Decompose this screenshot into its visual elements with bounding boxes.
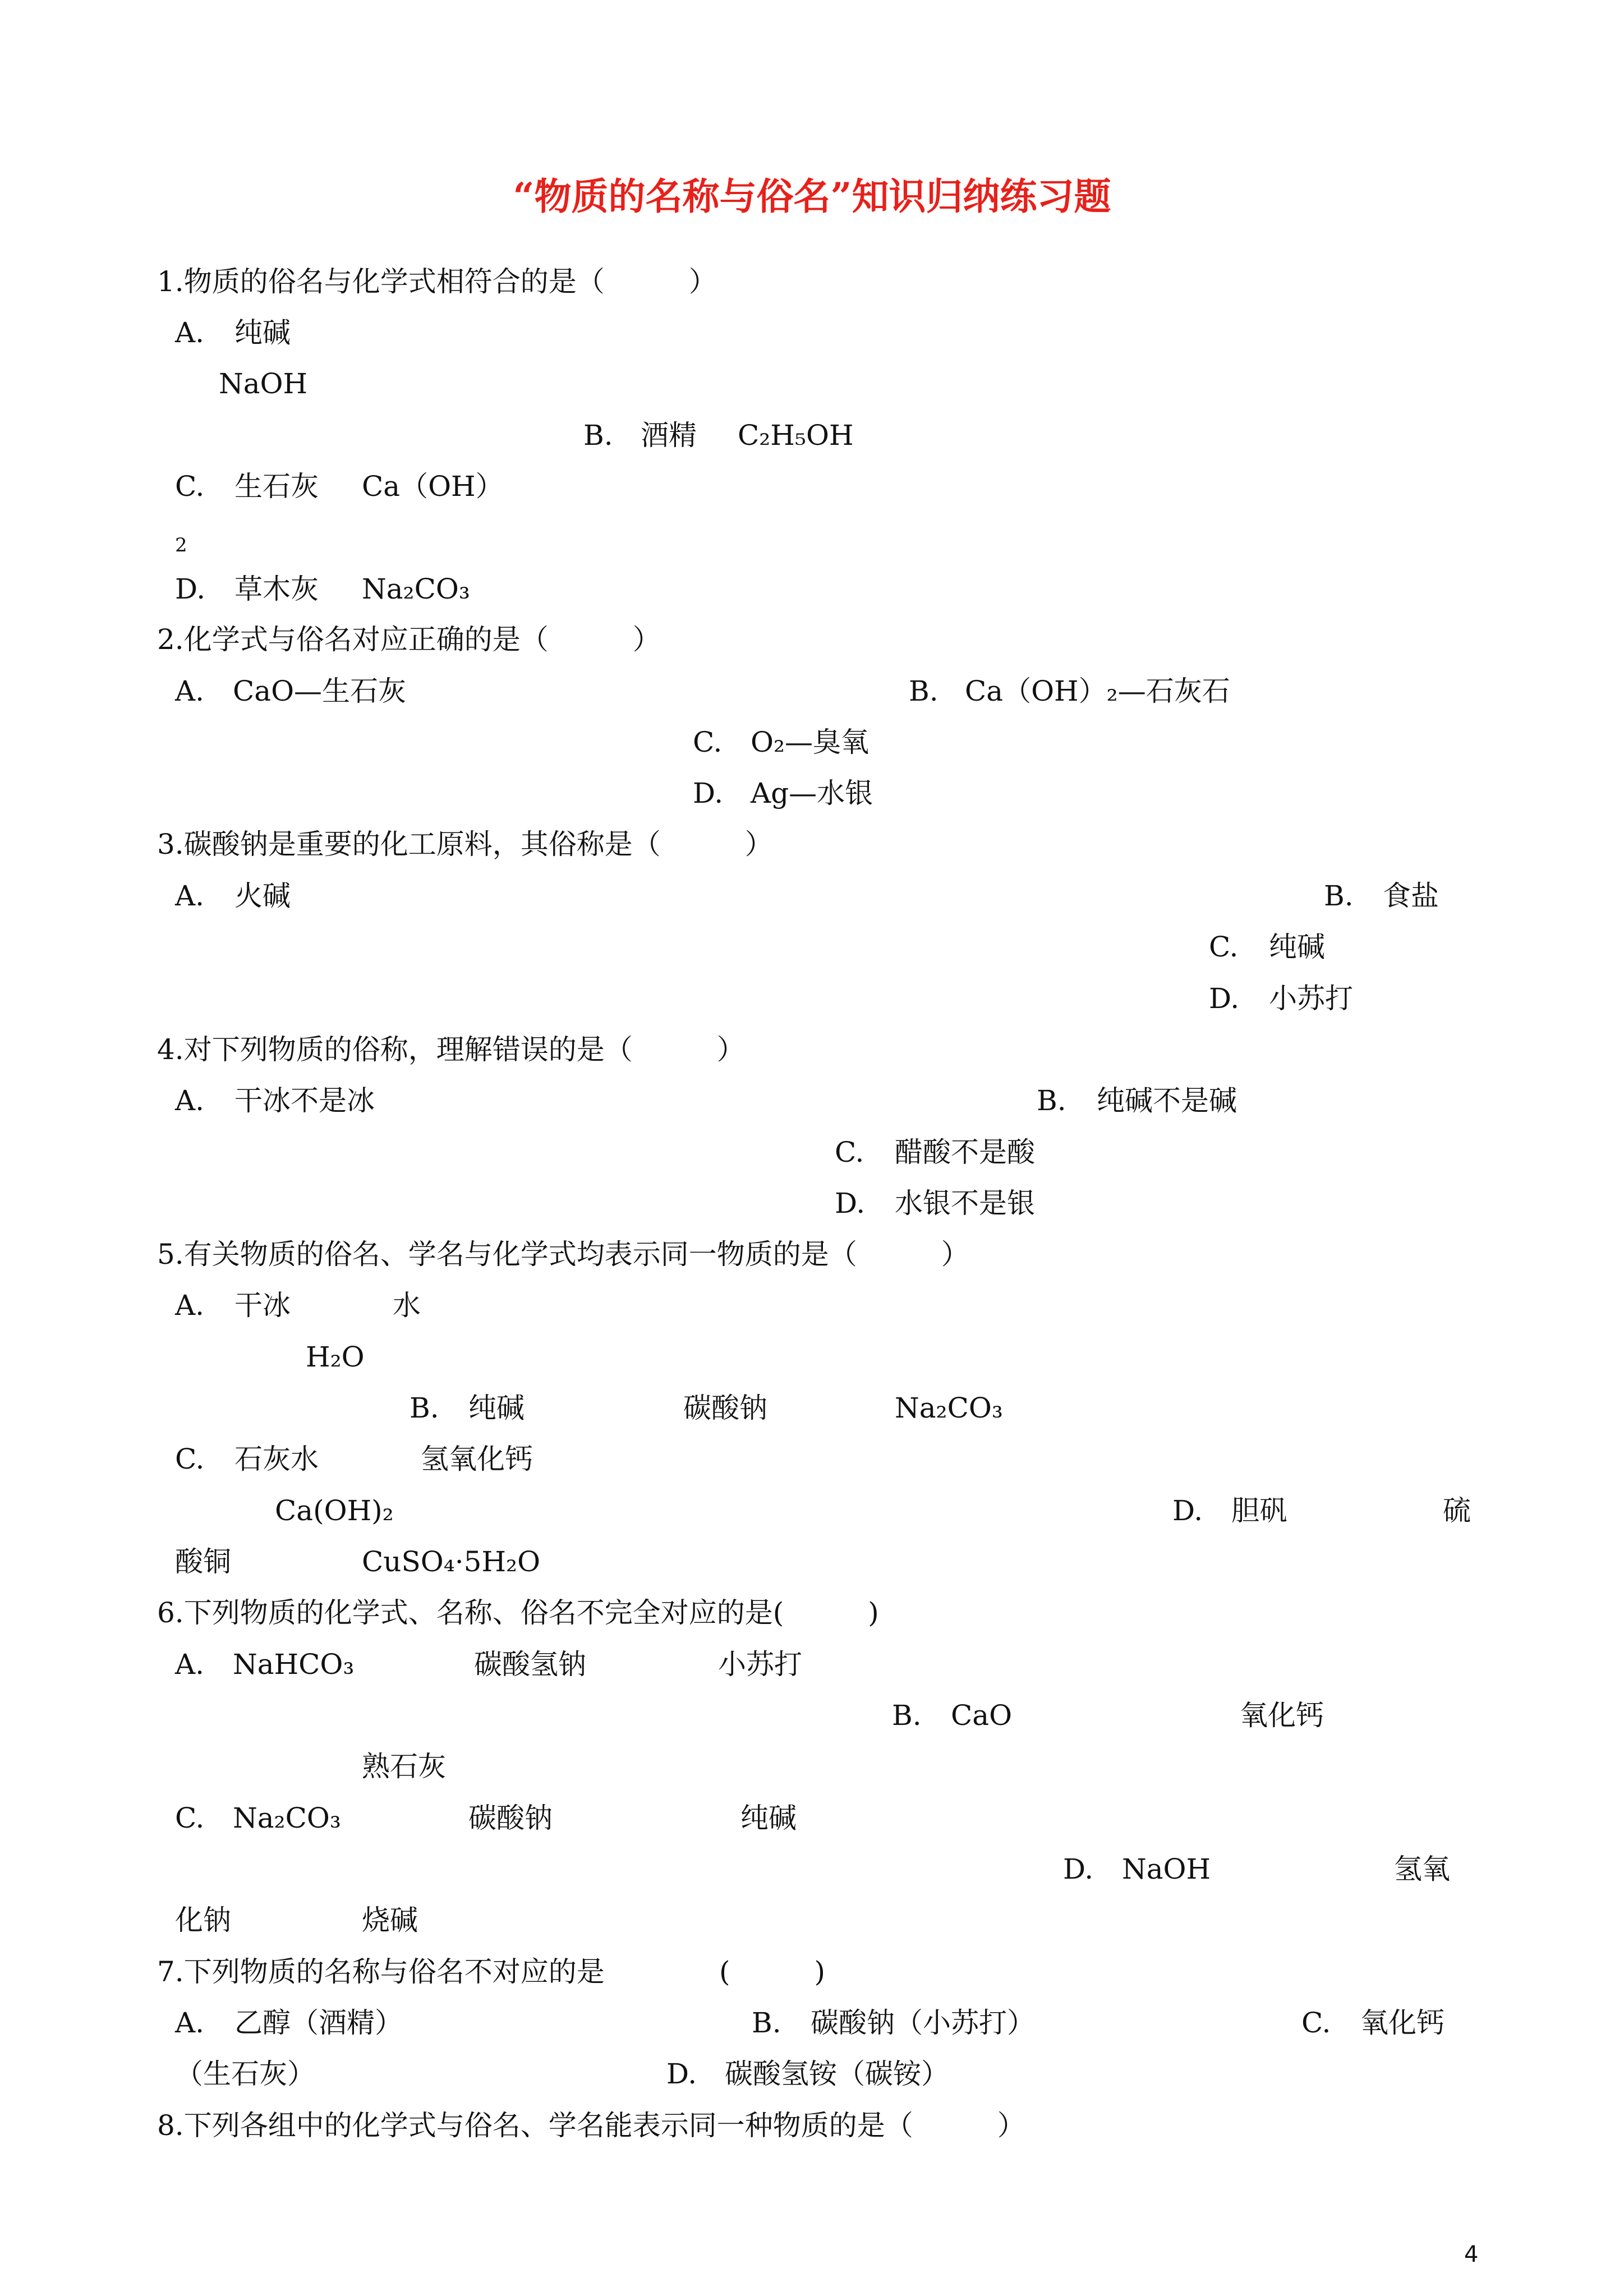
q6-option-a-text: NaHCO₃ (233, 1648, 355, 1681)
q5-option-d-name-cont: 酸铜 (175, 1545, 231, 1578)
q3-option-a-letter: A. (175, 880, 205, 912)
q1-option-b-text: 酒精 (641, 419, 697, 452)
q6-option-b-name: 氧化钙 (1240, 1699, 1324, 1732)
q1-option-a-text: 纯碱 (234, 316, 291, 349)
question-8-stem: 8.下列各组中的化学式与俗名、学名能表示同一种物质的是（ ） (157, 2109, 1025, 2142)
q7-option-b-text: 碳酸钠（小苏打） (811, 2007, 1035, 2039)
q7-option-d-text: 碳酸氢铵（碳铵） (725, 2058, 949, 2090)
q6-option-c-alias: 纯碱 (740, 1802, 797, 1834)
page-number: 4 (1464, 2242, 1479, 2267)
q3-option-d-letter: D. (1209, 982, 1240, 1015)
q5-option-b-formula: Na₂CO₃ (895, 1392, 1003, 1424)
q6-option-a-alias: 小苏打 (718, 1648, 802, 1681)
q4-option-b-text: 纯碱不是碱 (1097, 1084, 1237, 1117)
q1-option-c-text: 生石灰 (234, 470, 319, 503)
q2-option-d-text: Ag—水银 (751, 777, 873, 809)
q5-option-d-text: 胆矾 (1231, 1494, 1287, 1527)
q7-option-c-text-cont: （生石灰） (175, 2058, 315, 2090)
q5-option-c-text: 石灰水 (234, 1443, 319, 1475)
q2-option-c-text: O₂—臭氧 (751, 726, 869, 758)
q5-option-a-text: 干冰 (234, 1289, 291, 1322)
q2-option-c-letter: C. (693, 726, 723, 758)
q3-option-d-text: 小苏打 (1269, 982, 1353, 1015)
q1-option-c-subscript: 2 (175, 534, 187, 556)
q6-option-d-alias: 烧碱 (362, 1904, 418, 1936)
question-3-stem: 3.碳酸钠是重要的化工原料，其俗称是（ ） (157, 828, 773, 861)
page-title: “物质的名称与俗名”知识归纳练习题 (513, 174, 1111, 218)
q5-option-d-formula: CuSO₄·5H₂O (362, 1545, 541, 1578)
q2-option-b-letter: B. (909, 675, 938, 707)
question-1-stem: 1.物质的俗名与化学式相符合的是（ ） (157, 265, 717, 298)
q6-option-d-text: NaOH (1122, 1853, 1211, 1885)
question-6-stem: 6.下列物质的化学式、名称、俗名不完全对应的是( ) (157, 1596, 879, 1629)
q4-option-a-text: 干冰不是冰 (234, 1084, 375, 1117)
q5-option-c-name: 氢氧化钙 (421, 1443, 533, 1475)
q1-option-c-letter: C. (175, 470, 205, 503)
q4-option-d-letter: D. (835, 1187, 866, 1220)
q5-option-a-letter: A. (175, 1289, 205, 1322)
q1-option-b-formula: C₂H₅OH (738, 419, 854, 452)
q5-option-a-formula: H₂O (306, 1341, 365, 1373)
question-5-stem: 5.有关物质的俗名、学名与化学式均表示同一物质的是（ ） (157, 1238, 969, 1271)
q2-option-a-text: CaO—生石灰 (233, 675, 407, 707)
q4-option-b-letter: B. (1037, 1084, 1066, 1117)
question-7-stem: 7.下列物质的名称与俗名不对应的是 (157, 1955, 605, 1988)
q3-option-a-text: 火碱 (234, 880, 291, 912)
q1-option-d-text: 草木灰 (234, 573, 319, 605)
q5-option-c-letter: C. (175, 1443, 205, 1475)
q6-option-a-letter: A. (175, 1648, 205, 1681)
q4-option-c-letter: C. (835, 1136, 864, 1168)
q6-option-c-letter: C. (175, 1802, 205, 1834)
q6-option-d-name-cont: 化钠 (175, 1904, 231, 1936)
q1-option-d-formula: Na₂CO₃ (362, 573, 470, 605)
q3-option-c-text: 纯碱 (1269, 931, 1325, 963)
q6-option-c-text: Na₂CO₃ (233, 1802, 341, 1834)
q3-option-c-letter: C. (1209, 931, 1239, 963)
q6-option-d-letter: D. (1063, 1853, 1094, 1885)
q6-option-c-name: 碳酸钠 (468, 1802, 553, 1834)
q1-option-a-letter: A. (175, 316, 205, 349)
q5-option-b-text: 纯碱 (468, 1392, 525, 1424)
q2-option-d-letter: D. (693, 777, 724, 809)
q2-option-b-text: Ca（OH）₂—石灰石 (965, 675, 1230, 707)
q7-option-d-letter: D. (666, 2058, 697, 2090)
q5-option-b-letter: B. (410, 1392, 439, 1424)
q4-option-a-letter: A. (175, 1084, 205, 1117)
q4-option-c-text: 醋酸不是酸 (895, 1136, 1035, 1168)
q1-option-a-formula: NaOH (219, 367, 308, 400)
question-7-answer-blank: ( ) (719, 1955, 826, 1988)
question-2-stem: 2.化学式与俗名对应正确的是（ ） (157, 623, 661, 656)
q5-option-b-name: 碳酸钠 (683, 1392, 767, 1424)
q5-option-c-formula: Ca(OH)₂ (275, 1494, 394, 1527)
q2-option-a-letter: A. (175, 675, 205, 707)
q6-option-b-text: CaO (951, 1699, 1013, 1732)
q6-option-b-alias: 熟石灰 (362, 1750, 446, 1783)
q3-option-b-letter: B. (1324, 880, 1354, 912)
q1-option-d-letter: D. (175, 573, 206, 605)
q7-option-a-text: 乙醇（酒精） (234, 2007, 403, 2039)
q7-option-c-letter: C. (1301, 2007, 1331, 2039)
q7-option-b-letter: B. (752, 2007, 781, 2039)
q3-option-b-text: 食盐 (1383, 880, 1439, 912)
q5-option-d-name: 硫 (1443, 1494, 1471, 1527)
q6-option-b-letter: B. (892, 1699, 922, 1732)
q7-option-a-letter: A. (175, 2007, 205, 2039)
question-4-stem: 4.对下列物质的俗称，理解错误的是（ ） (157, 1033, 745, 1066)
q7-option-c-text: 氧化钙 (1360, 2007, 1444, 2039)
q6-option-a-name: 碳酸氢钠 (474, 1648, 586, 1681)
q4-option-d-text: 水银不是银 (895, 1187, 1035, 1220)
q5-option-a-name: 水 (393, 1289, 421, 1322)
q6-option-d-name: 氢氧 (1394, 1853, 1450, 1885)
q1-option-c-formula: Ca（OH） (362, 470, 504, 503)
q1-option-b-letter: B. (583, 419, 613, 452)
q5-option-d-letter: D. (1172, 1494, 1203, 1527)
